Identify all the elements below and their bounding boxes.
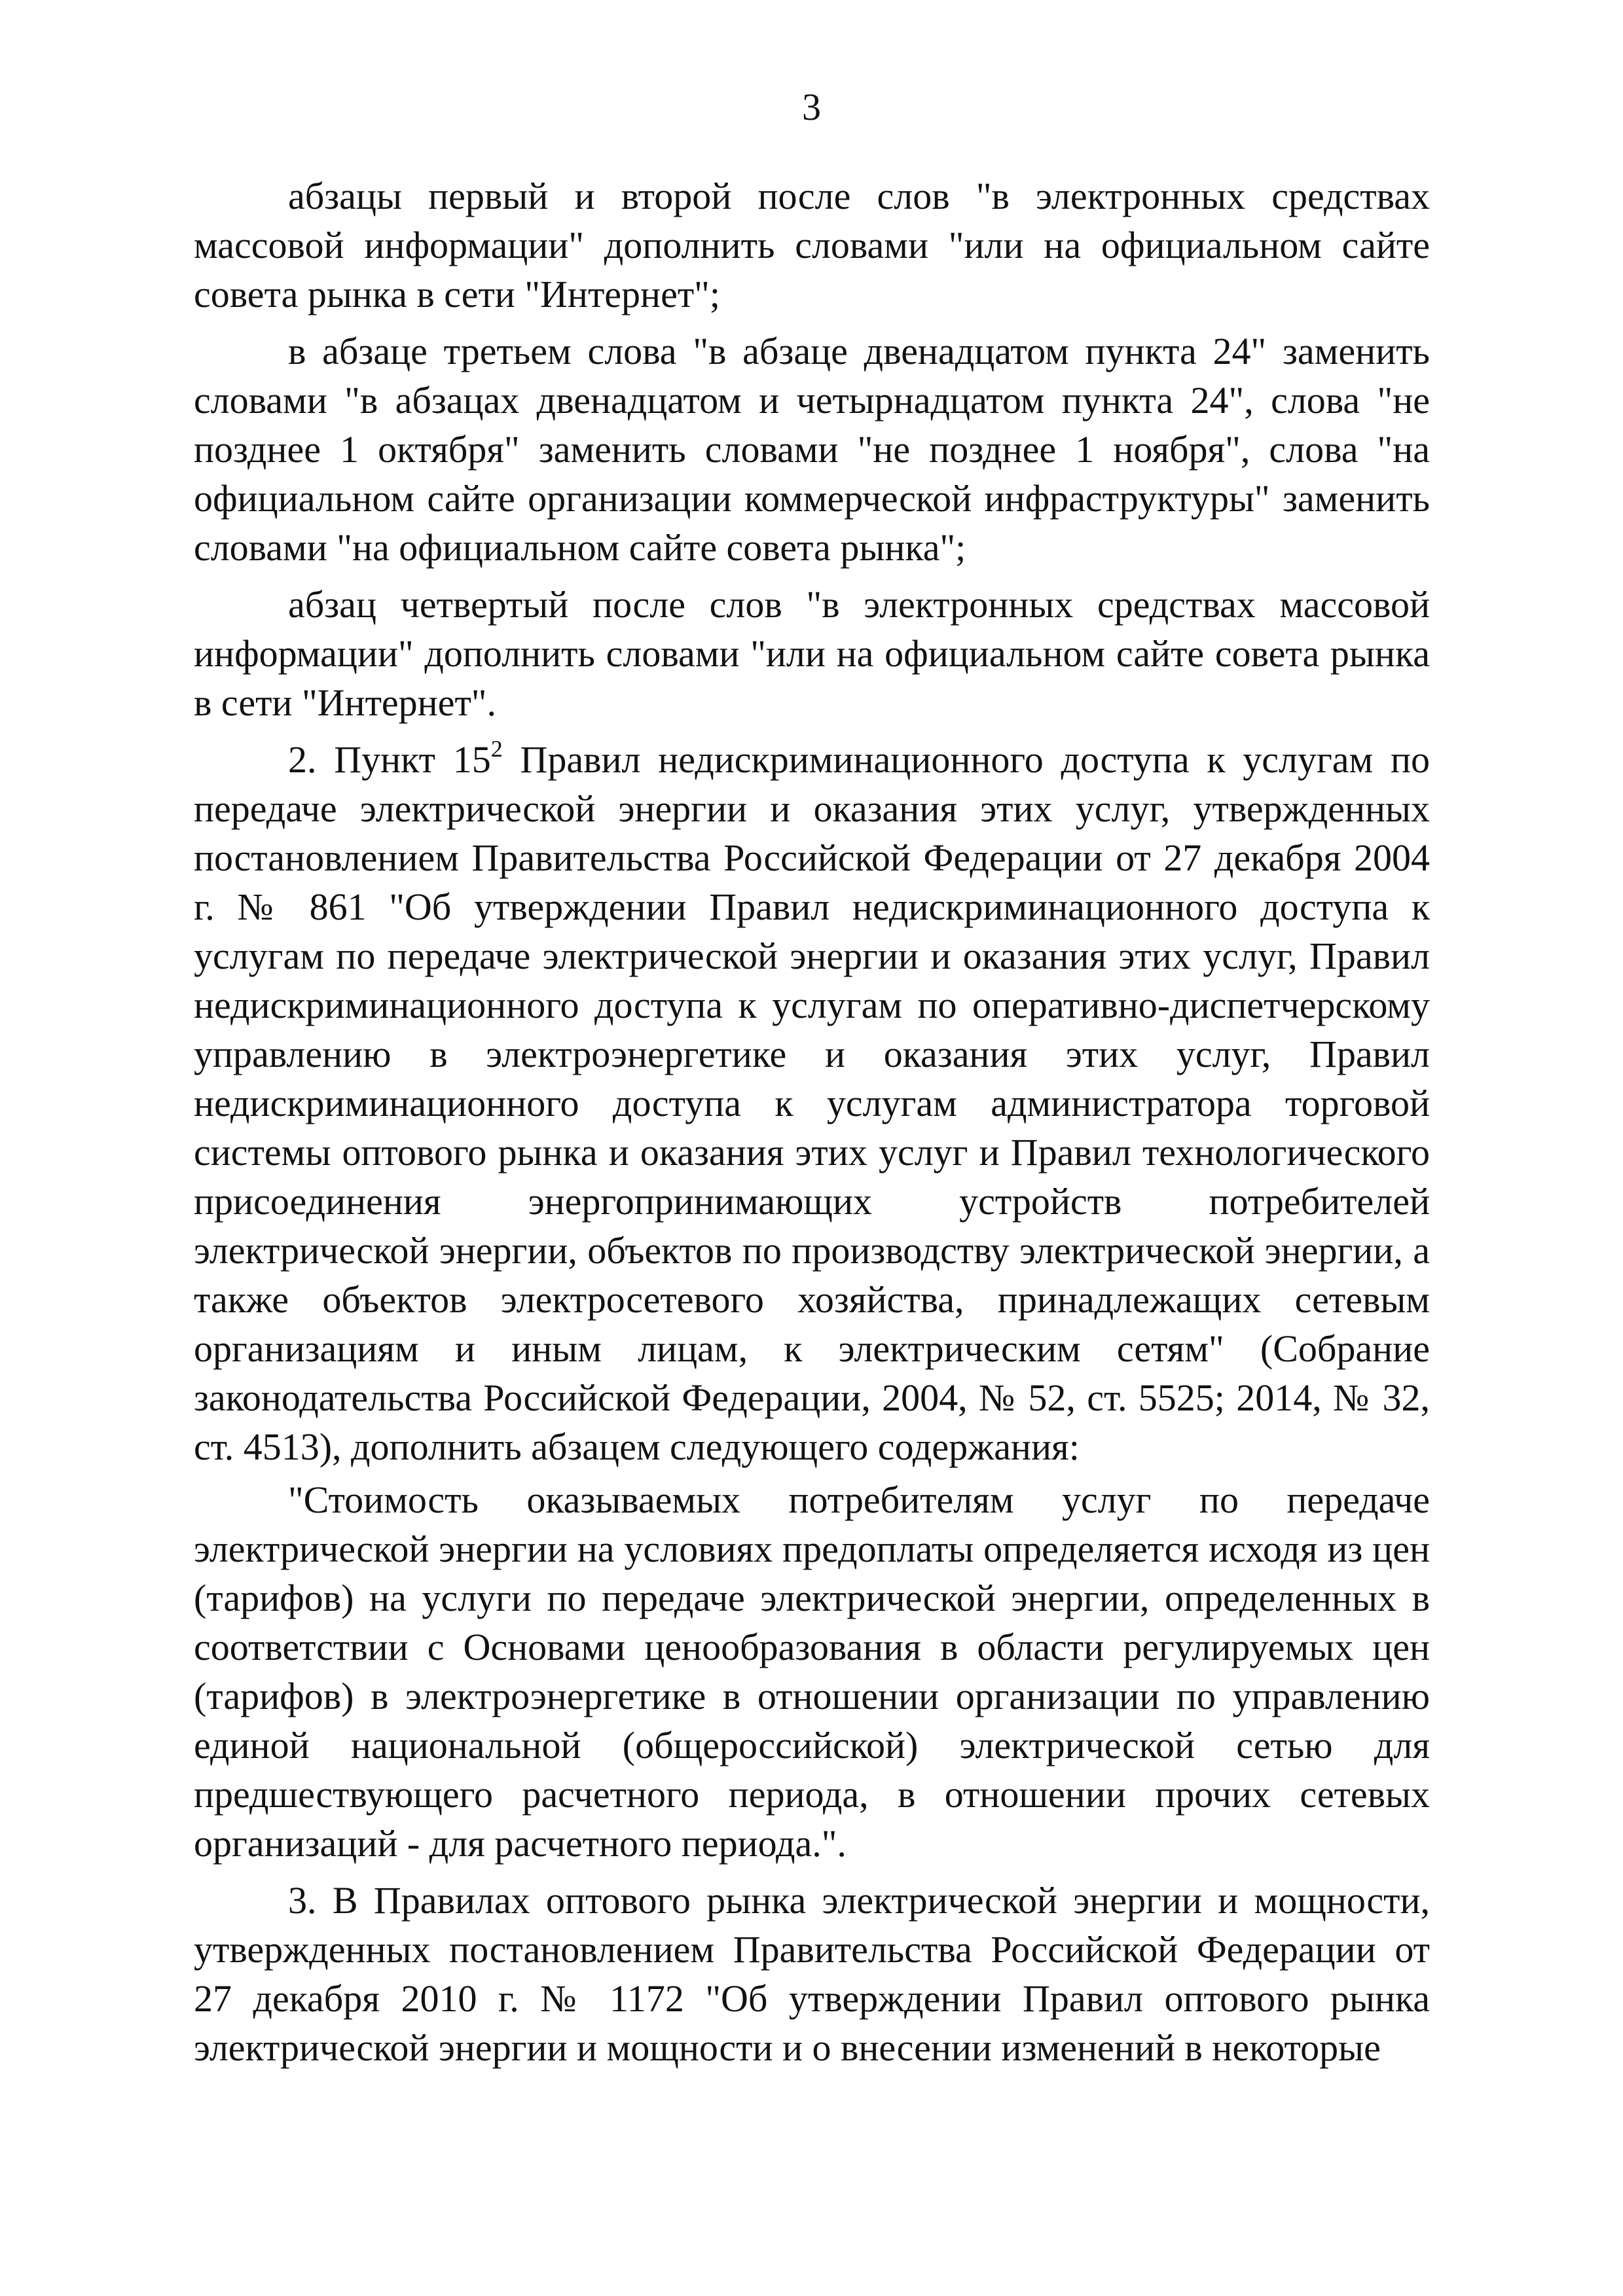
document-body bbox=[194, 171, 1430, 2080]
paragraph-abzacy-pervyi-vtoroi: абзацы первый и второй после слов "в электронных средствах массовой информации" дополнить словами "или на официальном сайте совета рынка в сети "Интернет"; bbox=[194, 175, 1430, 315]
paragraph-abzac-chetvertyi: абзац четвертый после слов "в электронных средствах массовой информации" дополнить словами "или на официальном сайте совета рынка в сети "Интернет". bbox=[194, 583, 1430, 724]
punkt-2-text: Правил недискриминационного доступа к услугам по передаче электрической энергии и оказания этих услуг, утвержденных постановлением Правительства Российской Федерации от 27 декабря 2004 г. № 861 "Об утверждении Правил недискриминационного доступа к услугам по передаче электрической энергии и оказания этих услуг, Правил недискриминационного доступа к услугам по оперативно-диспетчерскому управлению в электроэнергетике и оказания этих услуг, Правил недискриминационного доступа к услугам администратора торговой системы оптового рынка и оказания этих услуг и Правил технологического присоединения энергопринимающих устройств потребителей электрической энергии, объектов по производству электрической энергии, а также объектов электросетевого хозяйства, принадлежащих сетевым организациям и иным лицам, к электрическим сетям" (Собрание законодательства Российской Федерации, 2004, № 52, ст. 5525; 2014, № 32, ст. 4513), дополнить абзацем следующего содержания: bbox=[194, 738, 1430, 1468]
paragraph-punkt-3: 3. В Правилах оптового рынка электрической энергии и мощности, утвержденных постановлением Правительства Российской Федерации от 27 декабря 2010 г. № 1172 "Об утверждении Правил оптового рынка электрической энергии и мощности и о внесении изменений в некоторые bbox=[194, 1879, 1430, 2069]
paragraph-abzac-tretii: в абзаце третьем слова "в абзаце двенадцатом пункта 24" заменить словами "в абзацах двенадцатом и четырнадцатом пункта 24", слова "не позднее 1 октября" заменить словами "не позднее 1 ноября", слова "на официальном сайте организации коммерческой инфраструктуры" заменить словами "на официальном сайте совета рынка"; bbox=[194, 330, 1430, 569]
punkt-2-prefix: 2. Пункт 15 bbox=[288, 738, 491, 781]
paragraph-punkt-2 bbox=[194, 735, 1430, 1471]
page-number: 3 bbox=[802, 86, 821, 128]
paragraph-quoted-addition: "Стоимость оказываемых потребителям услуг по передаче электрической энергии на условиях предоплаты определяется исходя из цен (тарифов) на услуги по передаче электрической энергии, определенных в соответствии с Основами ценообразования в области регулируемых цен (тарифов) в электроэнергетике в отношении организации по управлению единой национальной (общероссийской) электрической сетью для предшествующего расчетного периода, в отношении прочих сетевых организаций - для расчетного периода.". bbox=[194, 1479, 1430, 1865]
punkt-2-superscript: 2 bbox=[490, 735, 503, 762]
